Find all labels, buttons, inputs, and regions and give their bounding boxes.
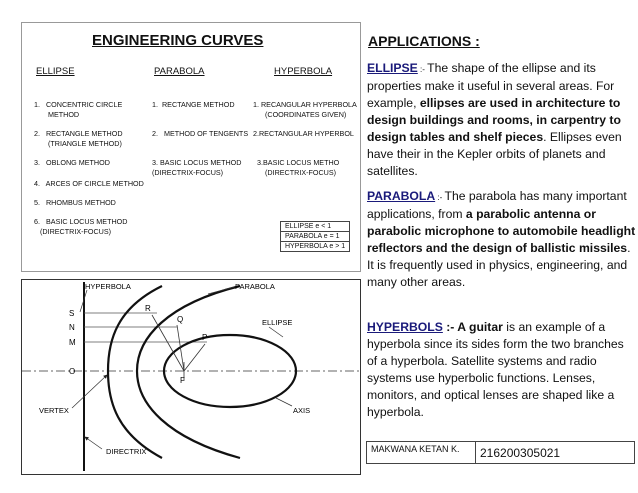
parabola-text-bold: a parabolic antenna or parabolic microphone to automobile headlight reflectors and the design of ballistic missiles <box>367 207 636 255</box>
parabola-method-2: 2. METHOD OF TENGENTS <box>152 129 249 138</box>
focus-ray-p <box>184 344 205 371</box>
ellipse-leader <box>269 327 283 337</box>
parabola-label: PARABOLA <box>235 282 275 291</box>
ellipse-term: ELLIPSE <box>367 61 418 75</box>
eccentricity-ellipse: ELLIPSE e < 1 <box>281 222 350 232</box>
eccentricity-hyperbola: HYPERBOLA e > 1 <box>281 242 350 252</box>
ellipse-method-5: 5. RHOMBUS METHOD <box>34 198 116 207</box>
hyperbola-application-paragraph <box>367 319 637 421</box>
point-p-label: P <box>202 333 208 342</box>
point-r-label: R <box>145 304 151 313</box>
ellipse-column-heading: ELLIPSE <box>36 66 75 77</box>
directrix-arrow <box>85 437 102 449</box>
hyperbola-column-heading: HYPERBOLA <box>274 66 333 77</box>
axis-label: AXIS <box>293 406 311 415</box>
ellipse-method-1: 1. CONCENTRIC CIRCLE METHOD <box>34 100 123 119</box>
ellipse-separator: :- <box>417 65 428 74</box>
author-info-table <box>366 441 635 464</box>
hyperbola-separator: :- <box>442 320 458 334</box>
conic-sections-diagram <box>22 280 359 473</box>
eccentricity-parabola: PARABOLA e = 1 <box>281 232 350 242</box>
ellipse-text-bold: ellipses are used in architecture to design buildings and rooms, in carpentry to design tables and shelf pieces <box>367 96 621 144</box>
point-n-label: N <box>69 323 75 332</box>
axis-leader <box>276 398 292 406</box>
hyperbola-method-1: 1. RECANGULAR HYPERBOLA (COORDINATES GIVEN) <box>253 100 357 119</box>
point-o-label: O <box>69 367 76 376</box>
parabola-text-2: . It is frequently used in physics, engineering, and many other areas. <box>367 241 631 289</box>
point-s-label: S <box>69 309 75 318</box>
parabola-column-heading: PARABOLA <box>154 66 205 77</box>
ellipse-text-1: The shape of the ellipse and its properties make it useful in several areas. For example, <box>367 61 615 110</box>
hyperbola-method-3: 3.BASIC LOCUS METHO (DIRECTRIX-FOCUS) <box>257 158 340 177</box>
enrollment-number: 216200305021 <box>476 442 635 464</box>
focus-f-label: F <box>180 376 185 385</box>
ellipse-text-2: . Ellipses even have their in the Kepler orbits of planets and satellites. <box>367 130 622 178</box>
conic-diagram-panel <box>21 279 361 475</box>
applications-title: APPLICATIONS : <box>368 33 480 49</box>
ellipse-method-3: 3. OBLONG METHOD <box>34 158 110 167</box>
ellipse-method-6: 6. BASIC LOCUS METHOD (DIRECTRIX-FOCUS) <box>34 217 128 236</box>
point-q-label: Q <box>177 315 184 324</box>
parabola-leader <box>208 287 234 294</box>
hyperbola-term: HYPERBOLS <box>367 320 443 334</box>
parabola-method-1: 1. RECTANGE METHOD <box>152 100 235 109</box>
ellipse-application-paragraph <box>367 60 637 180</box>
eccentricity-table <box>280 221 350 252</box>
directrix-label: DIRECTRIX <box>106 447 147 456</box>
vertex-label: VERTEX <box>39 406 69 415</box>
ellipse-method-2: 2. RECTANGLE METHOD (TRIANGLE METHOD) <box>34 129 123 148</box>
ellipse-method-4: 4. ARCES OF CIRCLE METHOD <box>34 179 144 188</box>
parabola-separator: :- <box>435 193 445 202</box>
hyperbola-text-bold: A guitar <box>457 320 503 334</box>
engineering-curves-title: ENGINEERING CURVES <box>92 32 264 49</box>
parabola-term: PARABOLA <box>367 189 436 203</box>
parabola-method-3: 3. BASIC LOCUS METHOD (DIRECTRIX-FOCUS) <box>152 158 242 177</box>
hyperbola-text-1: is an example of a hyperbola since its sides form the two branches of a hyperbola. Satellite systems and radio systems use hyperbolic functions. Lenses, monitors, and optical lenses are shaped like a hyperbola. <box>367 320 624 419</box>
hyperbola-label: HYPERBOLA <box>85 282 131 291</box>
point-m-label: M <box>69 338 76 347</box>
parabola-curve <box>137 286 240 458</box>
parabola-text-1: The parabola has many important applications, from <box>367 189 627 221</box>
parabola-application-paragraph <box>367 188 637 291</box>
author-name: MAKWANA KETAN K. <box>367 442 476 464</box>
hyperbola-curve <box>108 286 162 458</box>
hyperbola-method-2: 2.RECTANGULAR HYPERBOL <box>253 129 354 138</box>
ellipse-label: ELLIPSE <box>262 318 293 327</box>
vertex-arrow <box>72 375 107 408</box>
